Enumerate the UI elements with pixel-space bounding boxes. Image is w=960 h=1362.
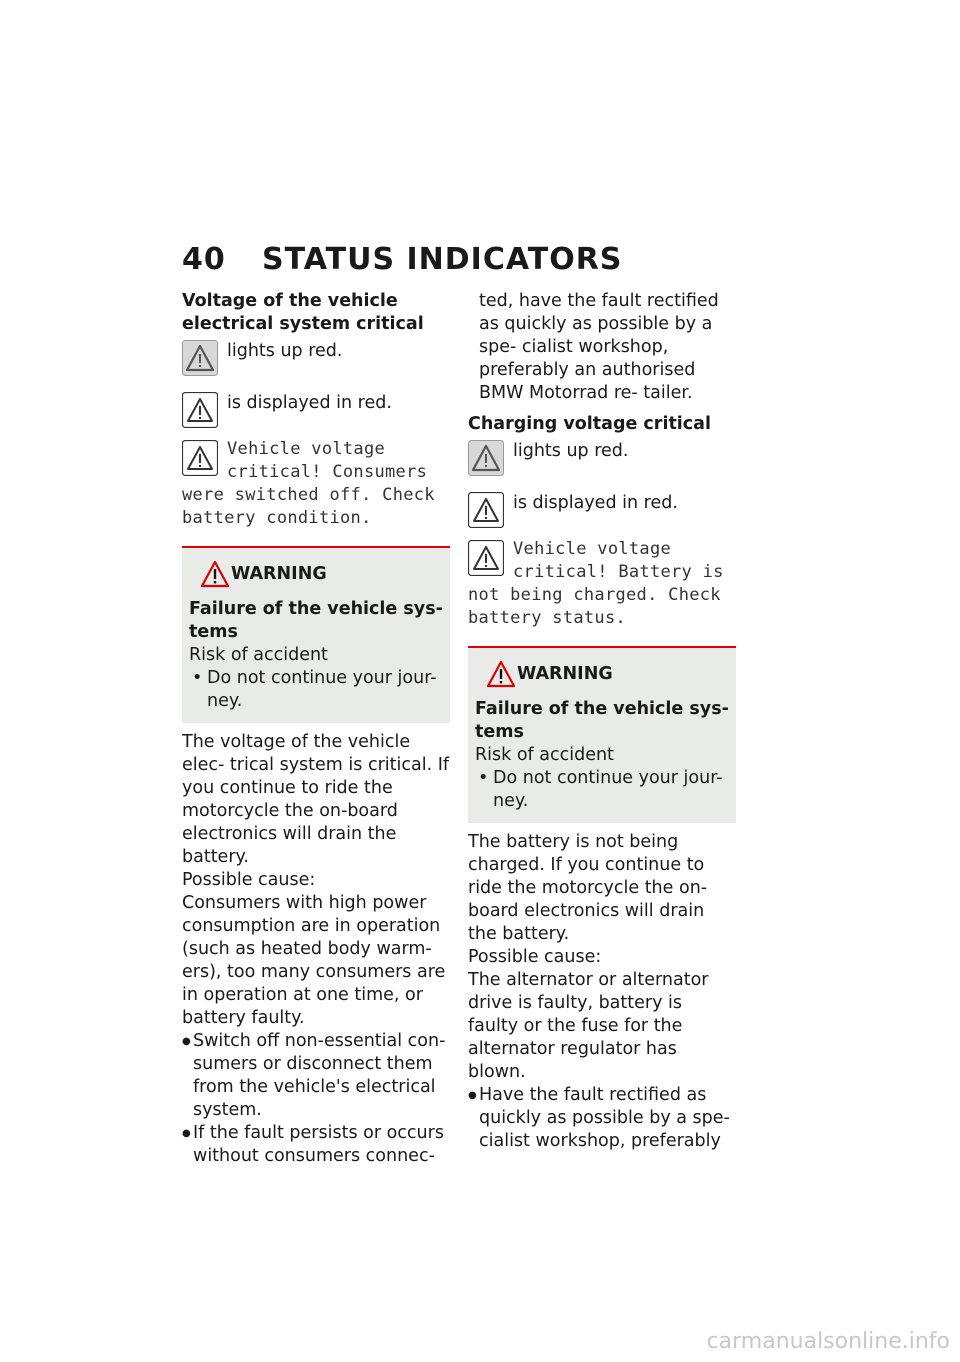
indicator-text: lights up red. bbox=[513, 441, 629, 461]
warning-bullet: • Do not continue your jour- ney. bbox=[475, 767, 729, 813]
warning-triangle-icon bbox=[487, 660, 515, 688]
cause-label: Possible cause: bbox=[468, 947, 602, 967]
warning-box bbox=[468, 646, 736, 823]
cause-text: Consumers with high power consumption are in operation (such as heated body warm- ers), too many consumers are in operation at one time, or battery faulty. bbox=[182, 893, 446, 1028]
display-message bbox=[182, 438, 450, 530]
indicator-lights-up bbox=[182, 340, 450, 380]
action-bullet: ● If the fault persists or occurs without consumers connec- bbox=[182, 1122, 450, 1168]
message-line: critical! Consumers bbox=[227, 462, 428, 482]
message-line: battery condition. bbox=[182, 508, 372, 528]
indicator-lights-up bbox=[468, 440, 736, 480]
warning-title bbox=[189, 560, 443, 592]
paragraph: The voltage of the vehicle elec- trical system is critical. If you continue to ride the motorcycle the on-board electronics will drain the battery. bbox=[182, 732, 450, 867]
action-bullet: ● Switch off non-essential con- sumers or disconnect them from the vehicle's electrical system. bbox=[182, 1030, 450, 1122]
message-line: battery status. bbox=[468, 608, 627, 628]
warning-label: WARNING bbox=[231, 564, 327, 584]
warning-subject: Failure of the vehicle sys- tems bbox=[189, 599, 443, 642]
continued-text: ted, have the fault rectified as quickly as possible by a spe- cialist workshop, preferably an authorised BMW Motorrad re- tailer. bbox=[479, 291, 719, 403]
page-header bbox=[182, 242, 622, 277]
action-bullet: ● Have the fault rectified as quickly as possible by a spe- cialist workshop, preferably bbox=[468, 1084, 736, 1153]
page-number: 40 bbox=[182, 242, 226, 277]
watermark: carmanualsonline.info bbox=[706, 1329, 950, 1354]
cause-label: Possible cause: bbox=[182, 870, 316, 890]
warning-display-icon bbox=[182, 440, 218, 476]
warning-risk: Risk of accident bbox=[189, 645, 328, 665]
message-line: Vehicle voltage bbox=[227, 439, 386, 459]
indicator-text: lights up red. bbox=[227, 341, 343, 361]
warning-box bbox=[182, 546, 450, 723]
warning-display-icon bbox=[468, 492, 504, 528]
indicator-text: is displayed in red. bbox=[513, 493, 678, 513]
section-heading-charging: Charging voltage critical bbox=[468, 414, 711, 434]
warning-risk: Risk of accident bbox=[475, 745, 614, 765]
right-column bbox=[468, 290, 736, 1153]
warning-display-icon bbox=[182, 392, 218, 428]
indicator-text: is displayed in red. bbox=[227, 393, 392, 413]
warning-lamp-icon bbox=[468, 440, 504, 476]
warning-title bbox=[475, 660, 729, 692]
message-line: Vehicle voltage bbox=[513, 539, 672, 559]
message-line: were switched off. Check bbox=[182, 485, 435, 505]
message-line: critical! Battery is bbox=[513, 562, 724, 582]
indicator-displayed bbox=[468, 492, 736, 532]
display-message bbox=[468, 538, 736, 630]
warning-lamp-icon bbox=[182, 340, 218, 376]
cause-text: The alternator or alternator drive is faulty, battery is faulty or the fuse for the alternator regulator has blown. bbox=[468, 970, 709, 1082]
section-heading-voltage: Voltage of the vehicle electrical system critical bbox=[182, 291, 424, 334]
message-line: not being charged. Check bbox=[468, 585, 721, 605]
page-title: STATUS INDICATORS bbox=[262, 242, 623, 277]
warning-display-icon bbox=[468, 540, 504, 576]
indicator-displayed bbox=[182, 392, 450, 432]
warning-subject: Failure of the vehicle sys- tems bbox=[475, 699, 729, 742]
warning-bullet: • Do not continue your jour- ney. bbox=[189, 667, 443, 713]
warning-label: WARNING bbox=[517, 664, 613, 684]
left-column bbox=[182, 290, 450, 1168]
warning-triangle-icon bbox=[201, 560, 229, 588]
paragraph: The battery is not being charged. If you continue to ride the motorcycle the on- board electronics will drain the battery. bbox=[468, 832, 708, 944]
